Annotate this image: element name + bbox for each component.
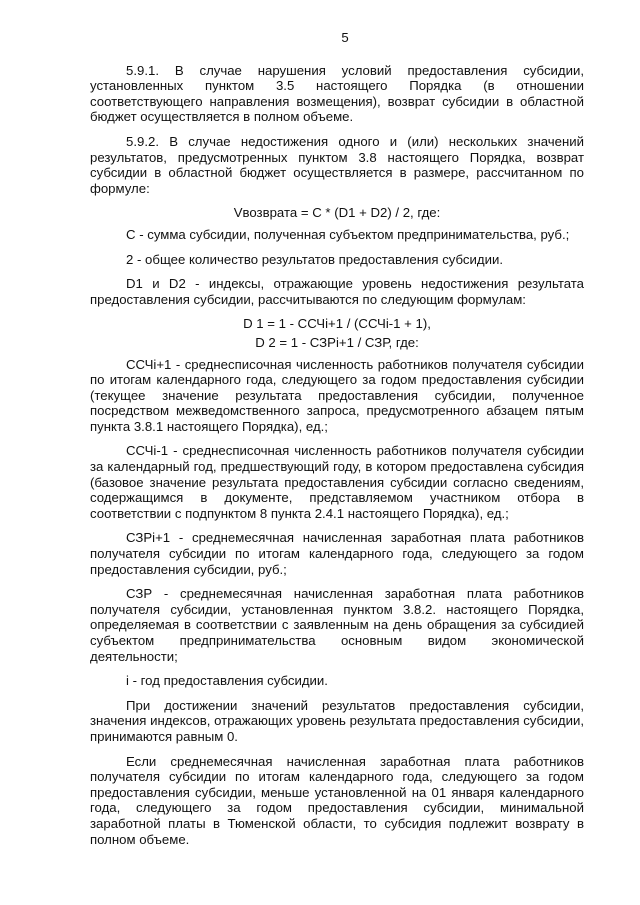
paragraph-c-definition: С - сумма субсидии, полученная субъектом предпринимательства, руб.; — [126, 226, 570, 242]
paragraph-sschi-plus-1: ССЧi+1 - среднесписочная численность работников получателя субсидии по итогам календарного года, следующего за годом предоставления субсидии (текущее значение результата предоставления субсидии, полученное посредством межведомственного запроса, предусмотренного абзацем пятым пункта 3.8.1 настоящего Порядка), ед.; — [90, 356, 584, 434]
paragraph-5-9-2: 5.9.2. В случае недостижения одного и (или) нескольких значений результатов, предусмотренных пунктом 3.8 настоящего Порядка, возврат субсидии в областной бюджет осуществляется в размере, рассчитанном по формуле: — [90, 133, 584, 196]
formula-main: Vвозврата = C * (D1 + D2) / 2, где: — [233, 205, 441, 221]
paragraph-d-indexes: D1 и D2 - индексы, отражающие уровень недостижения результата предоставления субсидии, рассчитываются по следующим формулам: — [90, 276, 584, 307]
paragraph-i-definition: i - год предоставления субсидии. — [126, 673, 328, 689]
paragraph-achievement: При достижении значений результатов предоставления субсидии, значения индексов, отражающих уровень результата предоставления субсидии, принимаются равным 0. — [90, 697, 584, 744]
paragraph-min-wage: Если среднемесячная начисленная заработная плата работников получателя субсидии по итогам календарного года, следующего за годом предоставления субсидии, меньше установленной на 01 января календарного года, следующего за годом предоставления субсидии, минимальной заработной платы в Тюменской области, то субсидия подлежит возврату в полном объеме. — [90, 753, 584, 847]
paragraph-2-definition: 2 - общее количество результатов предоставления субсидии. — [126, 251, 503, 267]
page-number: 5 — [341, 30, 349, 45]
paragraph-sschi-minus-1: ССЧi-1 - среднесписочная численность работников получателя субсидии за календарный год, предшествующий году, в котором предоставлена субсидия (базовое значение результата предоставления субсидии согласно сведениям, содержащимся в документе, представляемом участником отбора в соответствии с подпунктом 8 пункта 2.4.1 настоящего Порядка), ед.; — [90, 443, 584, 521]
paragraph-szr: СЗР - среднемесячная начисленная заработная плата работников получателя субсидии, установленная пунктом 3.8.2. настоящего Порядка, определяемая в соответствии с заявленным на день обращения за субсидией субъектом предпринимательства основным видом экономической деятельности; — [90, 586, 584, 664]
formula-d1: D 1 = 1 - ССЧi+1 / (ССЧi-1 + 1), — [243, 316, 431, 332]
formula-d2: D 2 = 1 - СЗРi+1 / СЗР, где: — [255, 334, 419, 350]
paragraph-szri-plus-1: СЗРi+1 - среднемесячная начисленная заработная плата работников получателя субсидии по итогам календарного года, следующего за годом предоставления субсидии, руб.; — [90, 530, 584, 577]
paragraph-5-9-1: 5.9.1. В случае нарушения условий предоставления субсидии, установленных пунктом 3.5 настоящего Порядка (в отношении соответствующего направления возмещения), возврат субсидии в областной бюджет осуществляется в полном объеме. — [90, 62, 584, 125]
